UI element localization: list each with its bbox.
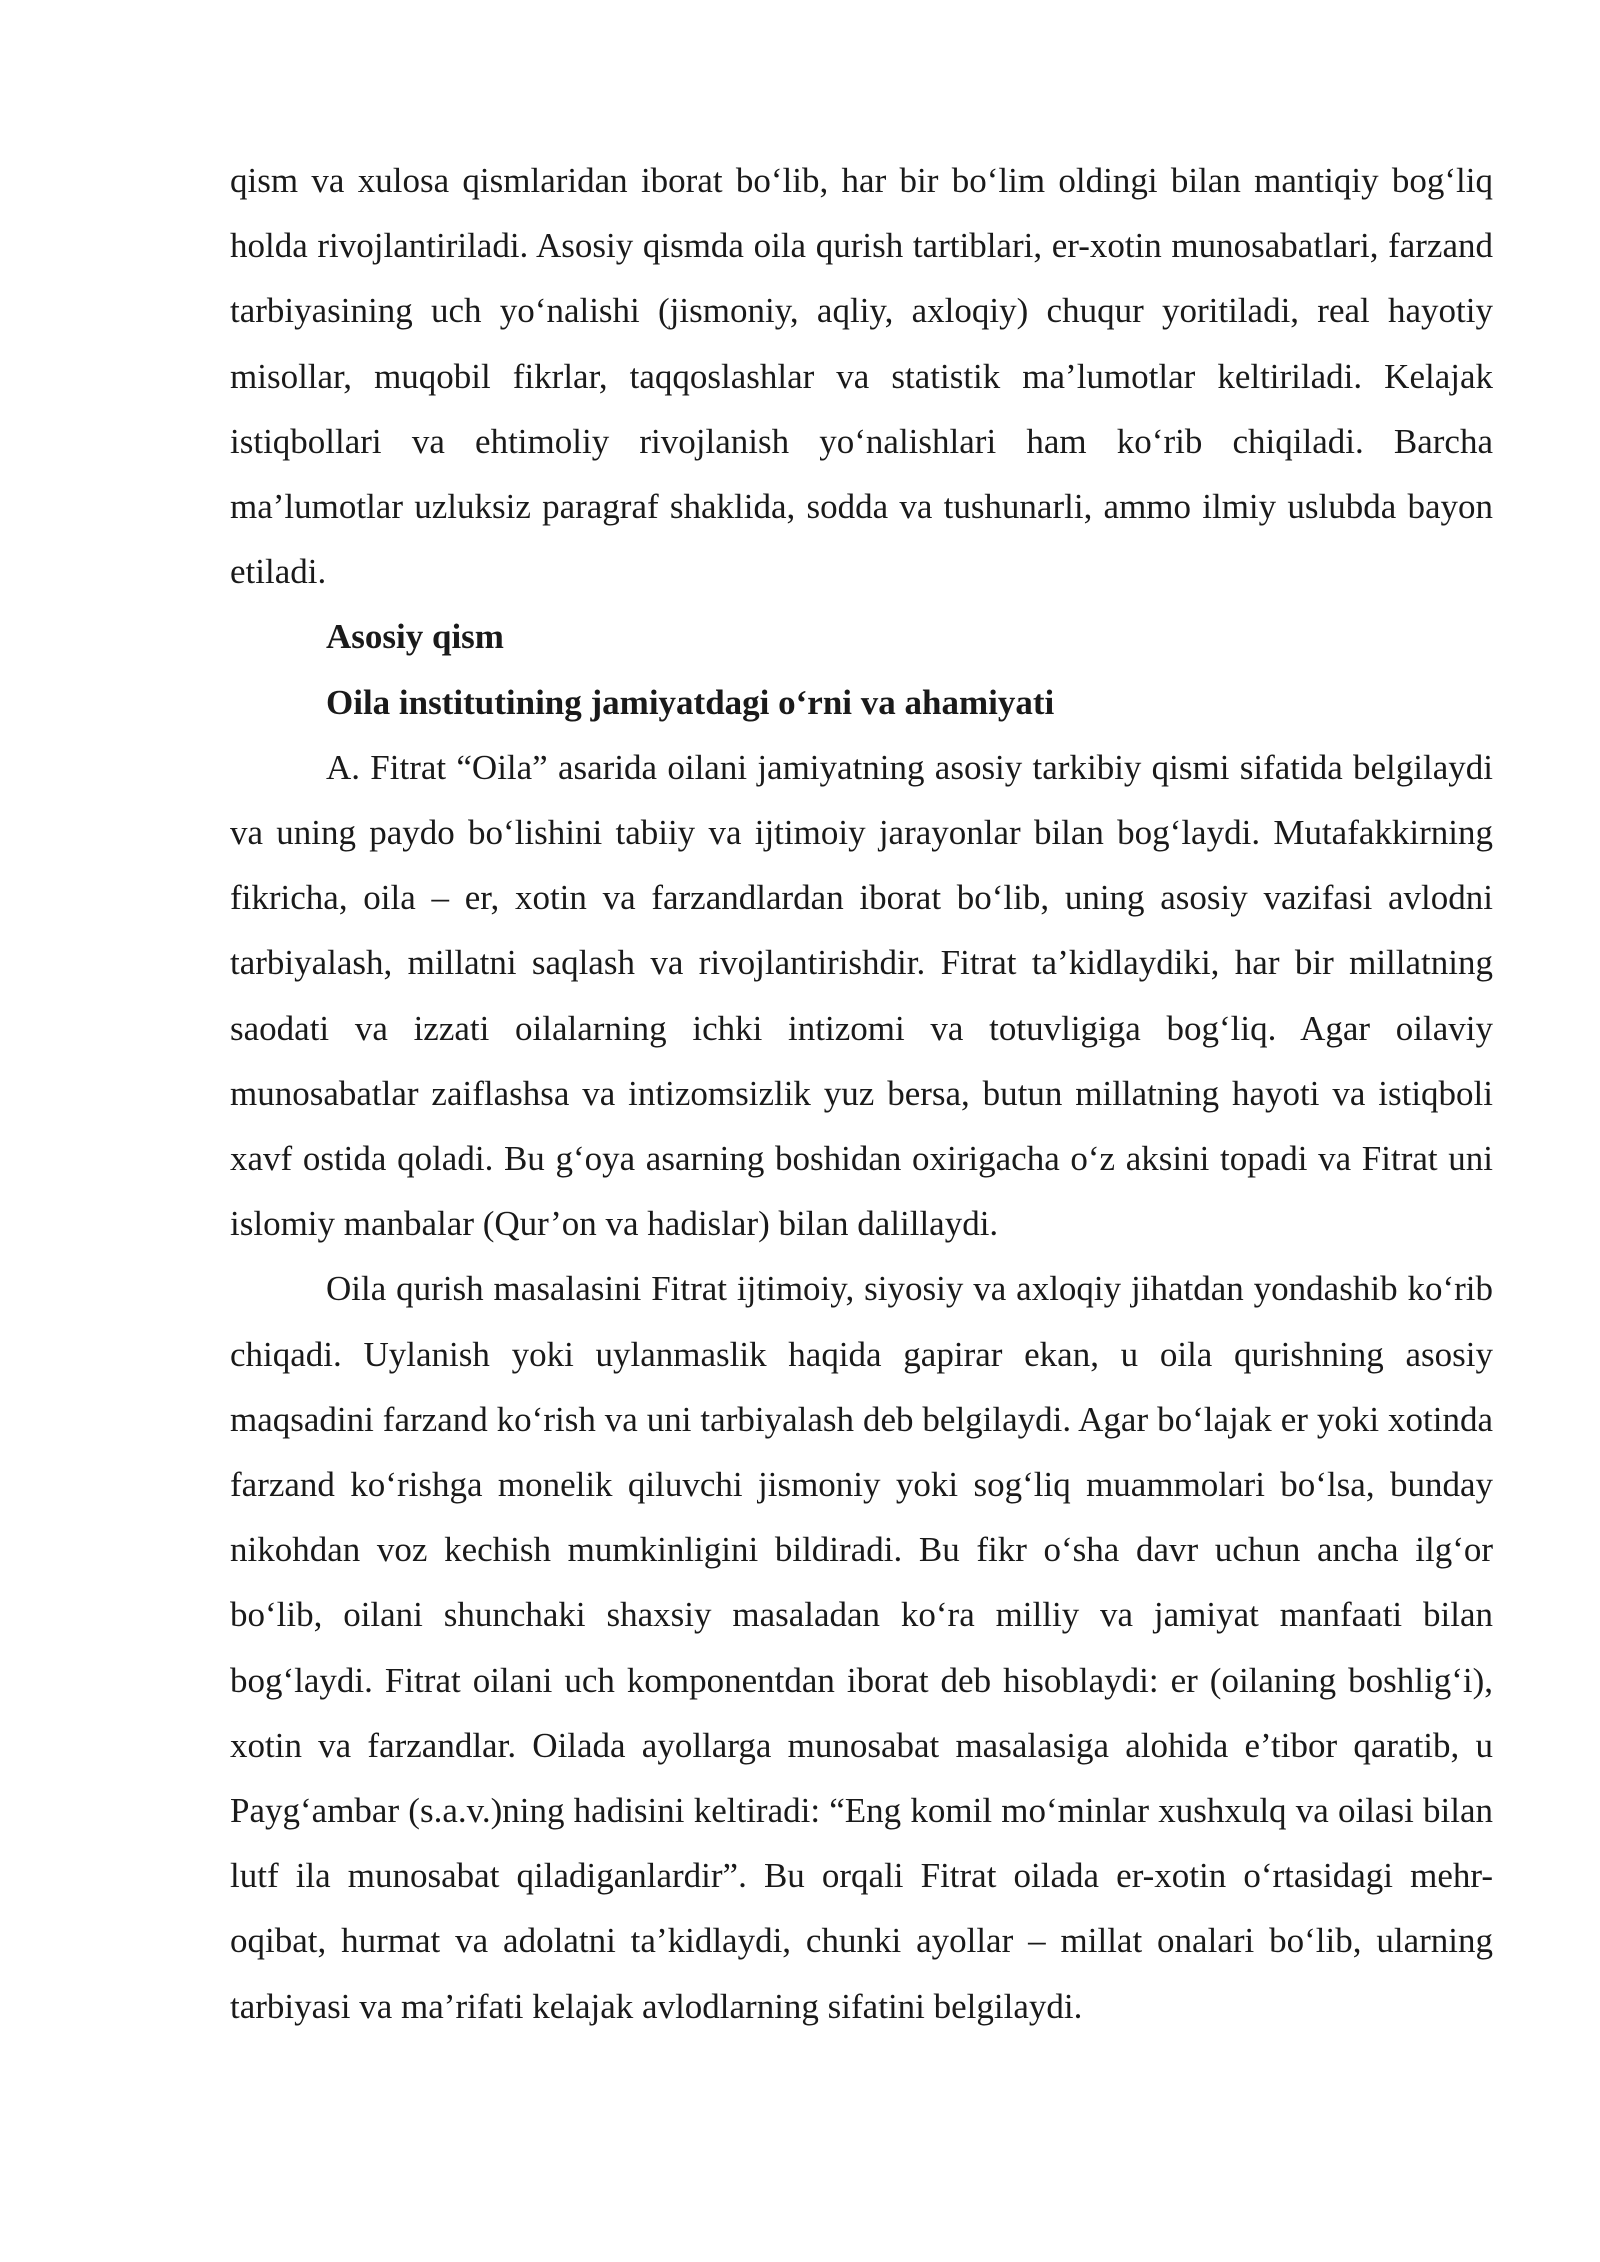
intro-paragraph: qism va xulosa qismlaridan iborat bo‘lib, har bir bo‘lim oldingi bilan mantiqiy bog‘liq holda rivojlantiriladi. Asosiy qismda oila qurish tartiblari, er-xotin munosabatlari, farzand tarbiyasining uch yo‘nalishi (jismoniy, aqliy, axloqiy) chuqur yoritiladi, real hayotiy misollar, muqobil fikrlar, taqqoslashlar va statistik ma’lumotlar keltiriladi. Kelajak istiqbollari va ehtimoliy rivojlanish yo‘nalishlari ham ko‘rib chiqiladi. Barcha ma’lumotlar uzluksiz paragraf shaklida, sodda va tushunarli, ammo ilmiy uslubda bayon etiladi. [230,161,1493,592]
document-page [230,148,1493,2039]
section-heading: Asosiy qism [326,617,504,657]
subsection-heading: Oila institutining jamiyatdagi o‘rni va ahamiyati [326,682,1055,722]
body-paragraph-2: Oila qurish masalasini Fitrat ijtimoiy, siyosiy va axloqiy jihatdan yondashib ko‘rib chiqadi. Uylanish yoki uylanmaslik haqida gapirar ekan, u oila qurishning asosiy maqsadini farzand ko‘rish va uni tarbiyalash deb belgilaydi. Agar bo‘lajak er yoki xotinda farzand ko‘rishga monelik qiluvchi jismoniy yoki sog‘liq muammolari bo‘lsa, bunday nikohdan voz kechish mumkinligini bildiradi. Bu fikr o‘sha davr uchun ancha ilg‘or bo‘lib, oilani shunchaki shaxsiy masaladan ko‘ra milliy va jamiyat manfaati bilan bog‘laydi. Fitrat oilani uch komponentdan iborat deb hisoblaydi: er (oilaning boshlig‘i), xotin va farzandlar. Oilada ayollarga munosabat masalasiga alohida e’tibor qaratib, u Payg‘ambar (s.a.v.)ning hadisini keltiradi: “Eng komil mo‘minlar xushxulq va oilasi bilan lutf ila munosabat qiladiganlardir”. Bu orqali Fitrat oilada er-xotin o‘rtasidagi mehr-oqibat, hurmat va adolatni ta’kidlaydi, chunki ayollar – millat onalari bo‘lib, ularning tarbiyasi va ma’rifati kelajak avlodlarning sifatini belgilaydi. [230,1269,1493,2026]
body-paragraph-1: A. Fitrat “Oila” asarida oilani jamiyatning asosiy tarkibiy qismi sifatida belgilaydi va uning paydo bo‘lishini tabiiy va ijtimoiy jarayonlar bilan bog‘laydi. Mutafakkirning fikricha, oila – er, xotin va farzandlardan iborat bo‘lib, uning asosiy vazifasi avlodni tarbiyalash, millatni saqlash va rivojlantirishdir. Fitrat ta’kidlaydiki, har bir millatning saodati va izzati oilalarning ichki intizomi va totuvligiga bog‘liq. Agar oilaviy munosabatlar zaiflashsa va intizomsizlik yuz bersa, butun millatning hayoti va istiqboli xavf ostida qoladi. Bu g‘oya asarning boshidan oxirigacha o‘z aksini topadi va Fitrat uni islomiy manbalar (Qur’on va hadislar) bilan dalillaydi. [230,747,1493,1244]
